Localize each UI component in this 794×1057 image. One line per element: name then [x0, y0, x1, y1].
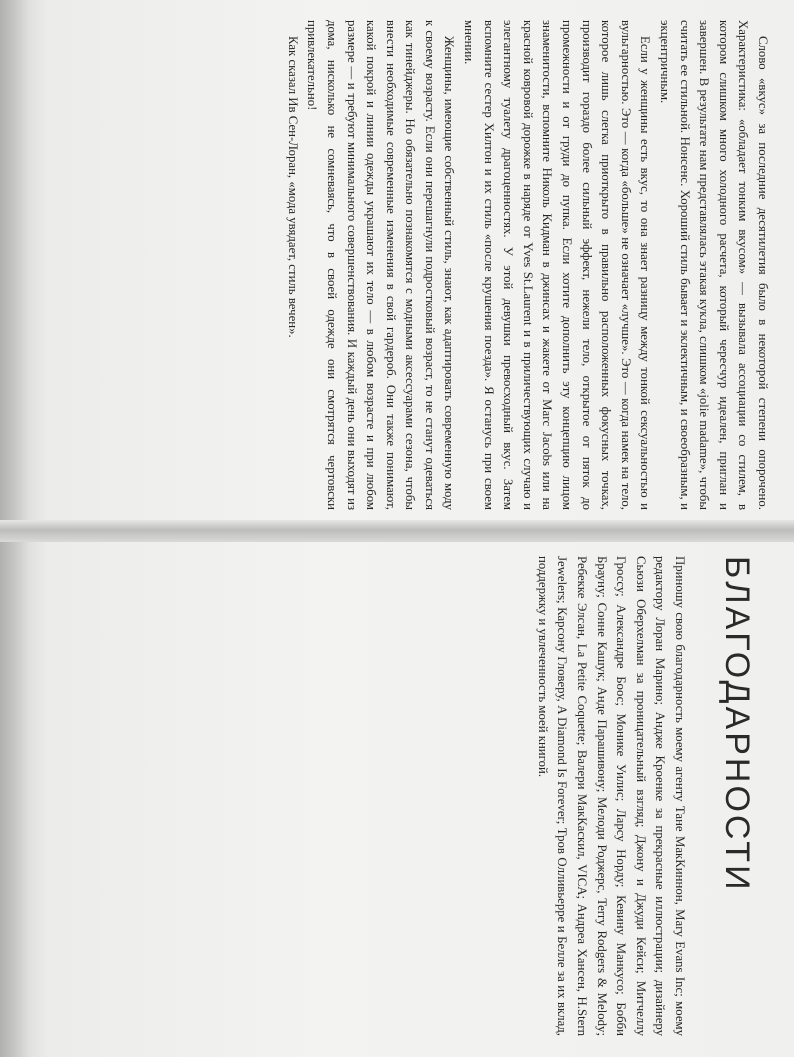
book-spine — [0, 520, 794, 542]
acknowledgements-heading: БЛАГОДАРНОСТИ — [718, 556, 756, 893]
upper-page — [110, 20, 790, 510]
paragraph-taste-intro: Слово «вкус» за последние десятилетия было в некоторой степени опорочено. Характеристика: «обладает тонким вкусом» — вызывала ассоциации со стилем, в котором слишком много холодного расчета, который чересчур идеален, приглан и завершен. В результате нам представлялась этакая кукла, слишком «jolie madame», чтобы считать ее стильной. Нонсенс. Хороший стиль бывает и эклектичным, и своеобразным, и экцентричным. — [658, 20, 770, 510]
paragraph-women-style: Женщины, имеющие собственный стиль, знают, как адаптировать современную моду к своему возрасту. Если они перешагнули подростковый возраст, то не станут одеваться как тинейджеры. Но обязательно познакомятся с модными аксессуарами сезона, чтобы внести необходимые современные изменения в свой гардероб. Они также понимают, какой покрой и линии одежды украшают их тело — в любом возрасте и при любом размере — и требуют минимального совершенствования. И каждый день они выходят из дома, нисколько не сомневаясь, что в своей одежде они смотрятся чертовски привлекательно! — [305, 20, 457, 510]
acknowledgements-paragraph: Приношу свою благодарность моему агенту Тане МакКиннон, Mary Evans Inc; моему редактору Лоран Марино; Андже Кроенке за прекрасные иллюстрации; дизайнеру Сьюзи Оберхелман за проницательный взгляд; Джону и Джуди Кейси; Митчеллу Гроссу; Александре Боос; Монике Уилис; Ларсу Норду; Кевину Манкусо; Бобби Брауну; Сонне Кашук; Анде Парашивону; Мелоди Роджерс, Terry Rodgers & Melody; Ребекке Элсан, La Petite Coquette; Валери МакКаскил, VICA; Андреа Хансен, H.Stern Jewelers; Карсону Гловеру, A Diamond Is Forever; Тров Олливьерре и Белле за их вклад, поддержку и увлеченность моей книгой. — [535, 556, 687, 1036]
paragraph-taste-sexuality: Если у женщины есть вкус, то она знает разницу между тонкой сексуальностью и вульгарностью. Это — когда «больше» не означает «лучше». Это — когда намек на тело, которое лишь слегка приоткрыто в правильно расположенных фокусных точках, производит гораздо более сильный эффект, нежели тело, открытое от пяток до промежности и от груди до пупка. Если хотите дополнить эту концепцию лицом знаменитости, вспомните Николь Кидман в джинсах и жакете от Marc Jacobs или на красной ковровой дорожке в наряде от Yves St.Laurent и в приличествующих случаю и элегантному туалету драгоценностях. У этой девушки превосходный вкус. Затем вспомните сестер Хилтон и их стиль «после крушения поезда». Я останусь при своем мнении. — [462, 20, 653, 510]
paragraph-ysl-quote: Как сказал Ив Сен-Лоран, «мода увядает, стиль вечен». — [285, 36, 300, 338]
upper-page-text — [282, 20, 772, 510]
lower-page — [110, 556, 790, 1036]
lower-page-text — [532, 556, 772, 1036]
